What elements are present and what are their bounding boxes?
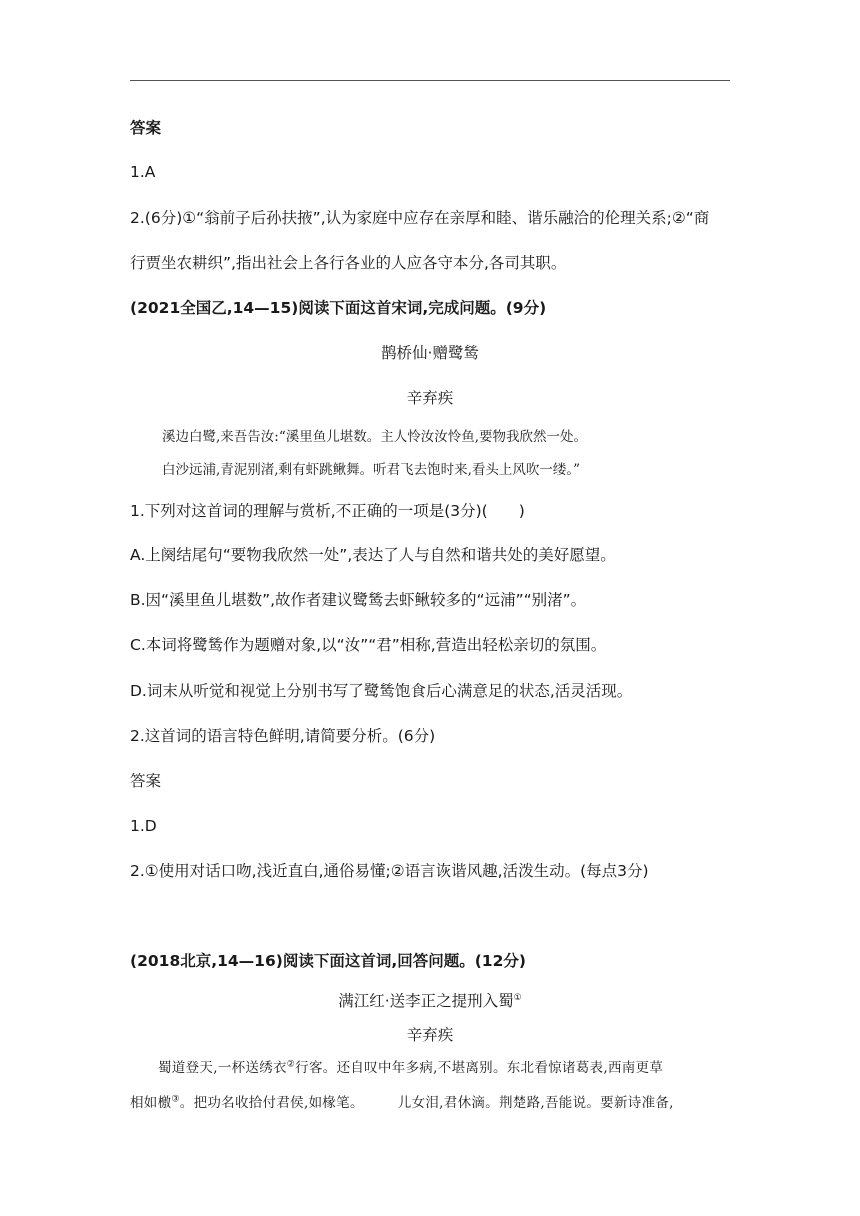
poem-title-text: 满江红·送李正之提刑入蜀 xyxy=(338,992,514,1010)
poem-author: 辛弃疾 xyxy=(406,389,454,407)
poem-text: 蜀道登天,一杯送绣衣 xyxy=(158,1060,287,1076)
poem-text: 相如檄 xyxy=(130,1095,172,1111)
poem-line xyxy=(130,1092,730,1114)
question-1: 1.下列对这首词的理解与赏析,不正确的一项是(3分)( ) xyxy=(130,502,525,520)
answer-item-2-line1: 2.(6分)①“翁前子后孙扶掖”,认为家庭中应存在亲厚和睦、谐乐融洽的伦理关系;②“商 xyxy=(130,209,710,227)
top-rule xyxy=(130,80,730,81)
answer-item-1: 1.A xyxy=(130,163,156,181)
poem-text: 。把功名收拾付君侯,如椽笔。 xyxy=(179,1095,364,1111)
question-header: (2018北京,14—16)阅读下面这首词,回答问题。(12分) xyxy=(130,952,526,970)
poem-author: 辛弃疾 xyxy=(406,1026,454,1044)
question-header: (2021全国乙,14—15)阅读下面这首宋词,完成问题。(9分) xyxy=(130,299,547,317)
footnote-marker: ② xyxy=(286,1059,296,1070)
answer-heading: 答案 xyxy=(130,119,162,137)
option-d: D.词末从听觉和视觉上分别书写了鹭鸶饱食后心满意足的状态,活灵活现。 xyxy=(130,682,633,700)
question-2: 2.这首词的语言特色鲜明,请简要分析。(6分) xyxy=(130,727,436,745)
poem-text: 儿女泪,君休滴。荆楚路,吾能说。要新诗准备, xyxy=(397,1095,674,1111)
poem-line xyxy=(130,1057,730,1079)
answer-item-2: 2.①使用对话口吻,浅近直白,通俗易懂;②语言诙谐风趣,活泼生动。(每点3分) xyxy=(130,862,649,880)
footnote-marker: ③ xyxy=(171,1094,180,1105)
poem-line: 白沙远浦,青泥别渚,剩有虾跳鳅舞。听君飞去饱时来,看头上风吹一缕。” xyxy=(162,462,581,478)
poem-title: 鹊桥仙·赠鹭鸶 xyxy=(381,344,479,362)
answer-item-1: 1.D xyxy=(130,817,157,835)
poem-text: 行客。还自叹中年多病,不堪离别。东北看惊诸葛表,西南更草 xyxy=(295,1060,664,1076)
answer-heading: 答案 xyxy=(130,772,162,790)
option-b: B.因“溪里鱼儿堪数”,故作者建议鹭鸶去虾鳅较多的“远浦”“别渚”。 xyxy=(130,591,587,609)
poem-line: 溪边白鹭,来吾告汝:“溪里鱼儿堪数。主人怜汝汝怜鱼,要物我欣然一处。 xyxy=(162,429,588,445)
answer-item-2-line2: 行贾坐农耕织”,指出社会上各行各业的人应各守本分,各司其职。 xyxy=(130,254,567,272)
poem-title xyxy=(130,990,730,1012)
option-a: A.上阕结尾句“要物我欣然一处”,表达了人与自然和谐共处的美好愿望。 xyxy=(130,546,616,564)
option-c: C.本词将鹭鸶作为题赠对象,以“汝”“君”相称,营造出轻松亲切的氛围。 xyxy=(130,636,607,654)
footnote-marker: ① xyxy=(513,992,522,1003)
